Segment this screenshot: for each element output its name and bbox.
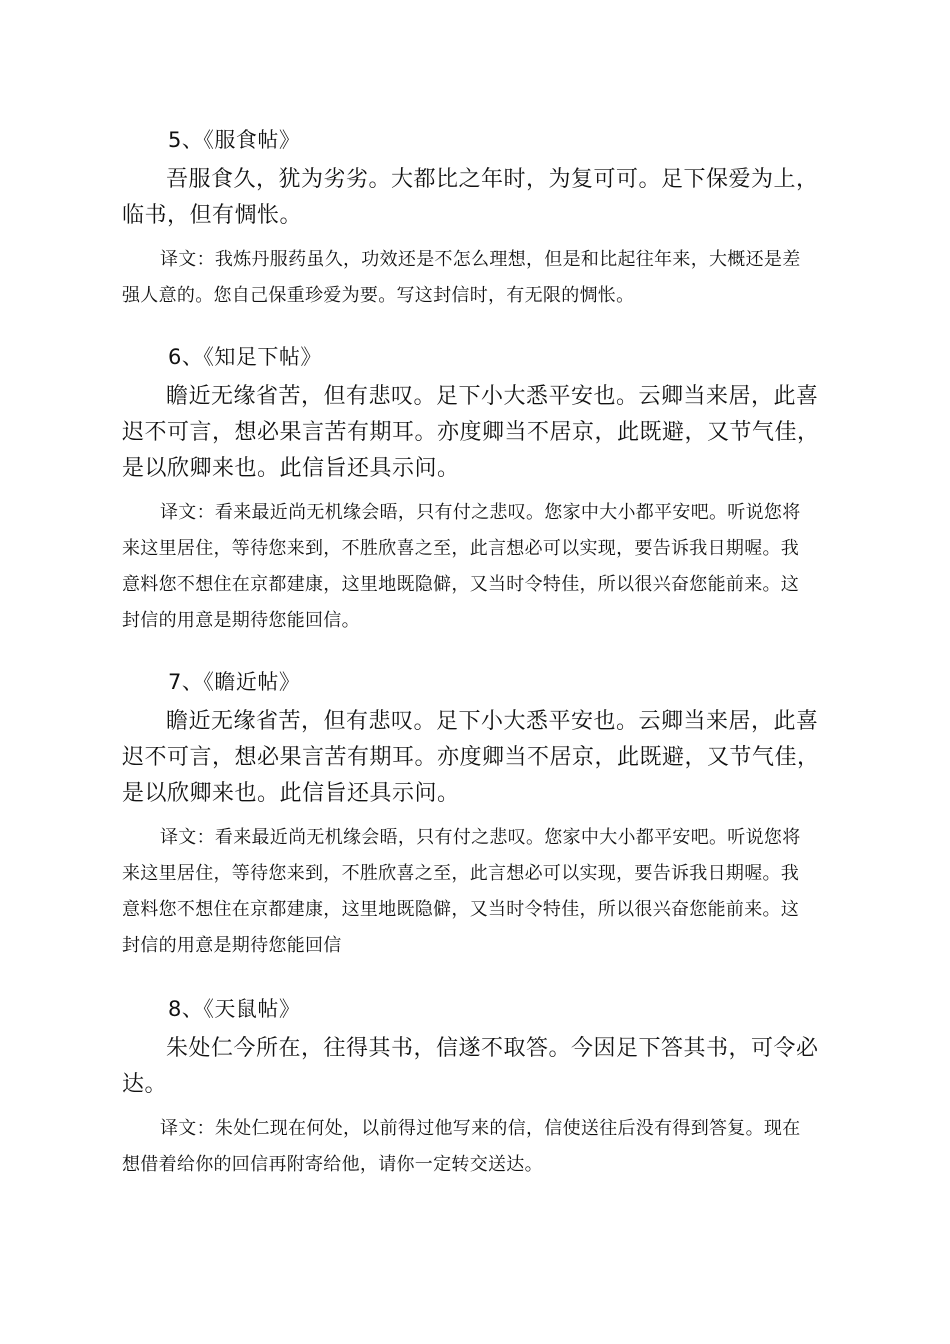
original-line: 吾服食久，犹为劣劣。大都比之年时，为复可可。足下保爱为上， [166, 167, 819, 192]
original-text [122, 1031, 834, 1103]
translation-line: 封信的用意是期待您能回信。 [122, 610, 360, 631]
translation-line: 译文：我炼丹服药虽久，功效还是不怎么理想，但是和比起往年来，大概还是差 [160, 249, 801, 270]
original-line: 瞻近无缘省苦，但有悲叹。足下小大悉平安也。云卿当来居，此喜 [166, 384, 819, 409]
translation-text [122, 1111, 834, 1183]
original-text [122, 379, 834, 487]
original-line: 迟不可言，想必果言苦有期耳。亦度卿当不居京，此既避，又节气佳， [122, 745, 820, 770]
original-line: 达。 [122, 1072, 168, 1097]
translation-line: 译文：看来最近尚无机缘会晤，只有付之悲叹。您家中大小都平安吧。听说您将 [160, 827, 801, 848]
translation-text [122, 820, 834, 964]
section-7 [122, 666, 834, 964]
translation-text [122, 242, 834, 314]
original-line: 朱处仁今所在，往得其书，信遂不取答。今因足下答其书，可令必 [166, 1036, 819, 1061]
translation-line: 译文：朱处仁现在何处，以前得过他写来的信，信使送往后没有得到答复。现在 [160, 1118, 801, 1139]
translation-line: 来这里居住，等待您来到，不胜欣喜之至，此言想必可以实现，要告诉我日期喔。我 [122, 538, 800, 559]
original-line: 临书，但有惆怅。 [122, 203, 303, 228]
section-title: 5、《服食帖》 [168, 128, 301, 152]
translation-line: 意料您不想住在京都建康，这里地既隐僻，又当时令特佳，所以很兴奋您能前来。这 [122, 899, 800, 920]
original-text [122, 704, 834, 812]
section-6 [122, 341, 834, 639]
section-title: 7、《瞻近帖》 [168, 670, 301, 694]
section-title: 8、《天鼠帖》 [168, 997, 301, 1021]
translation-text [122, 495, 834, 639]
original-line: 瞻近无缘省苦，但有悲叹。足下小大悉平安也。云卿当来居，此喜 [166, 709, 819, 734]
translation-line: 来这里居住，等待您来到，不胜欣喜之至，此言想必可以实现，要告诉我日期喔。我 [122, 863, 800, 884]
section-8 [122, 993, 834, 1183]
section-5 [122, 124, 834, 314]
translation-line: 译文：看来最近尚无机缘会晤，只有付之悲叹。您家中大小都平安吧。听说您将 [160, 502, 801, 523]
original-line: 迟不可言，想必果言苦有期耳。亦度卿当不居京，此既避，又节气佳， [122, 420, 820, 445]
translation-line: 封信的用意是期待您能回信 [122, 935, 342, 956]
translation-line: 意料您不想住在京都建康，这里地既隐僻，又当时令特佳，所以很兴奋您能前来。这 [122, 574, 800, 595]
section-title: 6、《知足下帖》 [168, 345, 322, 369]
original-text [122, 162, 834, 234]
translation-line: 强人意的。您自己保重珍爱为要。写这封信时，有无限的惆怅。 [122, 285, 635, 306]
original-line: 是以欣卿来也。此信旨还具示问。 [122, 781, 460, 806]
original-line: 是以欣卿来也。此信旨还具示问。 [122, 456, 460, 481]
translation-line: 想借着给你的回信再附寄给他，请你一定转交送达。 [122, 1154, 543, 1175]
